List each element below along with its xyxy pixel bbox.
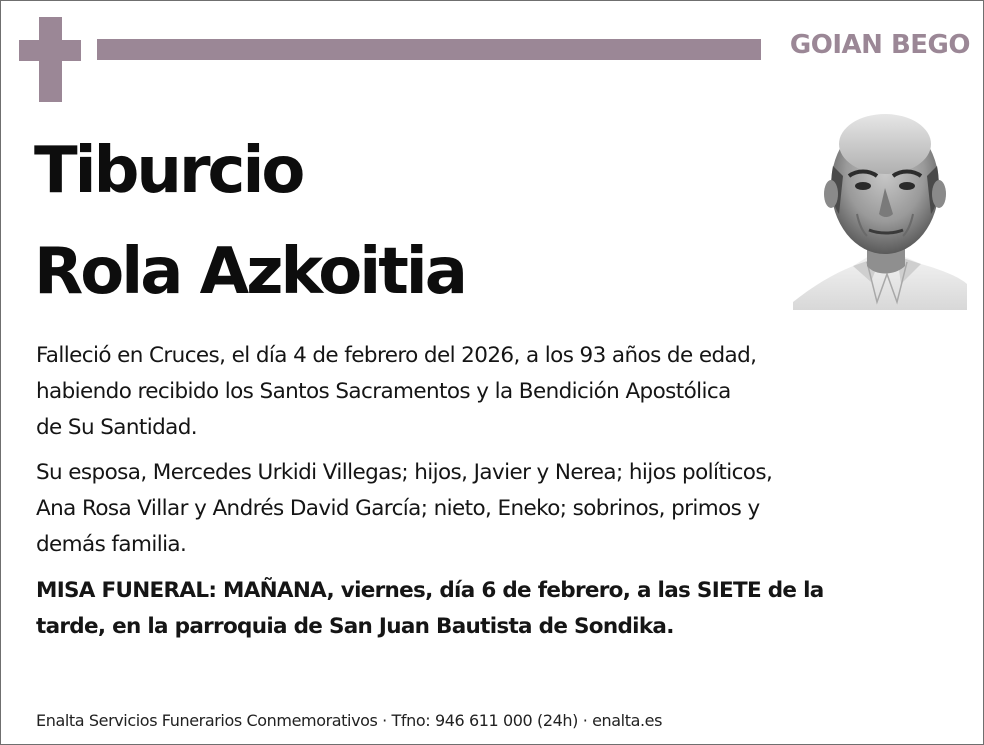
portrait-photo [793,106,967,310]
header-label: GOIAN BEGO [789,30,970,60]
death-announcement-paragraph [36,338,936,446]
cross-icon-horizontal [19,40,81,61]
funeral-home-footer: Enalta Servicios Funerarios Conmemorativos · Tfno: 946 611 000 (24h) · enalta.es [36,711,663,730]
family-line: Su esposa, Mercedes Urkidi Villegas; hijos, Javier y Nerea; hijos políticos, [36,460,773,485]
funeral-line: MISA FUNERAL: MAÑANA, viernes, día 6 de febrero, a las SIETE de la [36,578,824,603]
death-line: habiendo recibido los Santos Sacramentos y la Bendición Apostólica [36,379,731,404]
family-line: demás familia. [36,532,187,557]
funeral-mass-paragraph [36,573,936,645]
header-divider-bar [97,39,761,60]
death-line: de Su Santidad. [36,415,197,440]
deceased-first-name: Tiburcio [34,134,303,208]
family-paragraph [36,455,936,563]
family-line: Ana Rosa Villar y Andrés David García; nieto, Eneko; sobrinos, primos y [36,496,760,521]
death-line: Falleció en Cruces, el día 4 de febrero del 2026, a los 93 años de edad, [36,343,757,368]
portrait-image [793,106,967,310]
funeral-line: tarde, en la parroquia de San Juan Bautista de Sondika. [36,614,674,639]
deceased-last-names: Rola Azkoitia [34,235,465,309]
